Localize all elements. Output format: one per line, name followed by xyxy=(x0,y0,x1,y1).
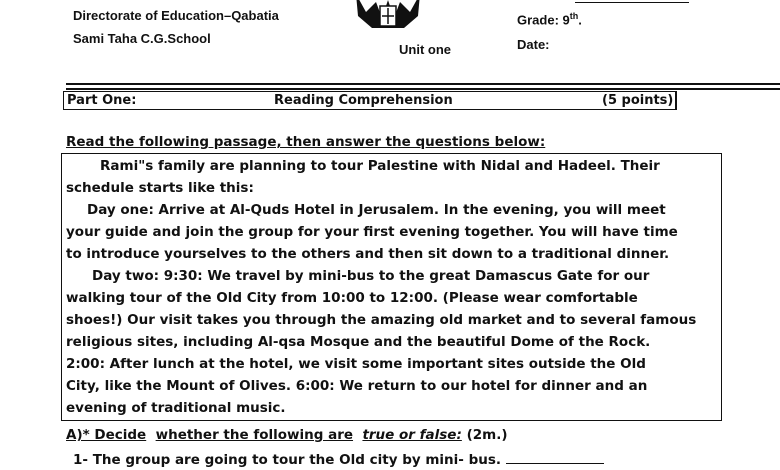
passage-line: Rami"s family are planning to tour Palestine with Nidal and Hadeel. Their xyxy=(100,158,660,174)
passage-line: 2:00: After lunch at the hotel, we visit some important sites outside the Old xyxy=(66,356,646,372)
grade-label xyxy=(517,11,582,27)
passage-line: walking tour of the Old City from 10:00 to 12:00. (Please wear comfortable xyxy=(66,290,638,306)
section-a-marks: (2m.) xyxy=(466,427,508,443)
part-title: Reading Comprehension xyxy=(274,93,453,108)
unit-label: Unit one xyxy=(399,42,451,57)
passage-line: to introduce yourselves to the others and then sit down to a traditional dinner. xyxy=(66,246,670,262)
eagle-emblem-icon xyxy=(352,0,424,34)
section-a-heading xyxy=(66,427,508,443)
section-a-emph: true or false: xyxy=(362,427,462,443)
school-label: Sami Taha C.G.School xyxy=(73,31,211,46)
date-label: Date: xyxy=(517,37,550,52)
instruction-text: Read the following passage, then answer the questions below: xyxy=(66,134,546,150)
passage-line: your guide and join the group for your first evening together. You will have time xyxy=(66,224,678,240)
header-rule-second xyxy=(66,88,780,90)
part-points: (5 points) xyxy=(602,93,674,108)
section-a-middle: whether the following are xyxy=(155,427,354,443)
passage-line: Day two: 9:30: We travel by mini-bus to the great Damascus Gate for our xyxy=(92,268,650,284)
passage-line: shoes!) Our visit takes you through the amazing old market and to several famous xyxy=(66,312,697,328)
grade-period: . xyxy=(578,12,582,28)
directorate-label: Directorate of Education–Qabatia xyxy=(73,8,279,23)
grade-text: Grade: 9 xyxy=(517,12,570,28)
header-rule xyxy=(66,83,780,85)
question-text: 1- The group are going to tour the Old city by mini- bus. xyxy=(73,452,502,468)
question-item xyxy=(73,451,604,468)
passage-line: Day one: Arrive at Al-Quds Hotel in Jerusalem. In the evening, you will meet xyxy=(87,202,666,218)
passage-line: religious sites, including Al-qsa Mosque and the beautiful Dome of the Rock. xyxy=(66,334,651,350)
answer-blank[interactable] xyxy=(506,451,604,464)
section-a-prefix: A)* Decide xyxy=(66,427,147,443)
grade-superscript: th xyxy=(569,11,579,21)
passage-line: schedule starts like this: xyxy=(66,180,254,196)
name-underline xyxy=(575,2,689,3)
part-header-box xyxy=(63,91,677,110)
passage-line: evening of traditional music. xyxy=(66,400,286,416)
part-label: Part One: xyxy=(67,93,137,108)
passage-line: City, like the Mount of Olives. 6:00: We return to our hotel for dinner and an xyxy=(66,378,648,394)
